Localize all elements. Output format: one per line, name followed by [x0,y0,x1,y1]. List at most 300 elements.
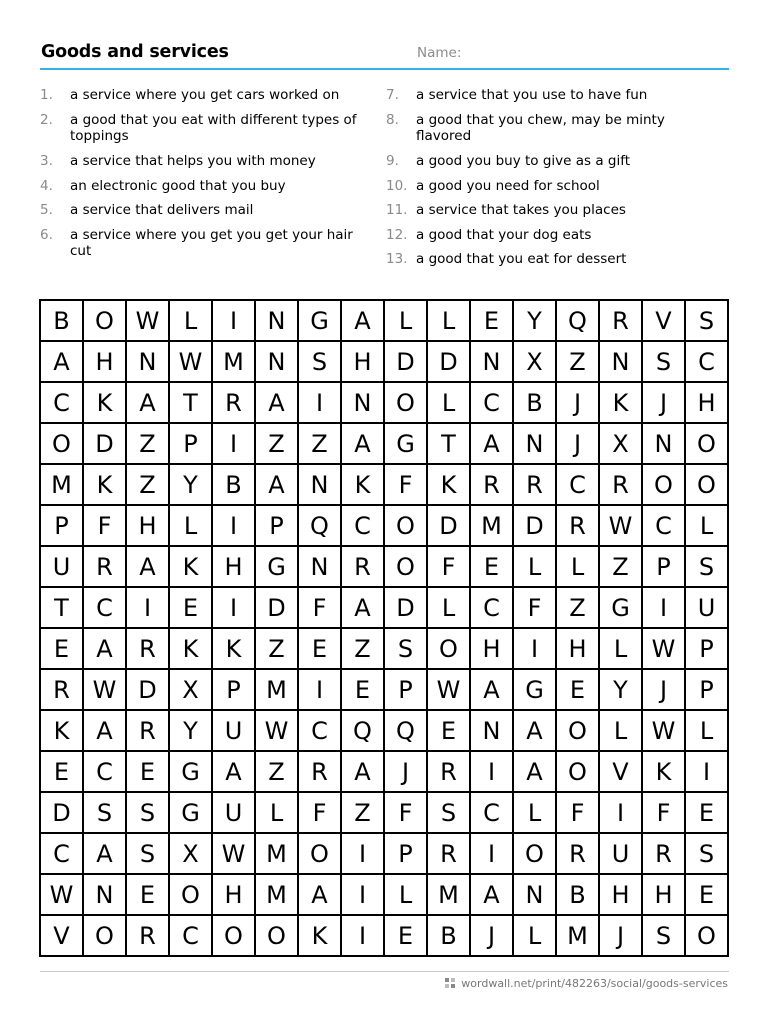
clue-item [386,227,716,243]
grid-cell: S [642,915,685,956]
grid-cell: Z [599,546,642,587]
grid-cell: Q [384,710,427,751]
clue-text: an electronic good that you buy [70,178,286,194]
grid-cell: L [427,587,470,628]
clue-item [386,202,716,218]
grid-cell: R [599,464,642,505]
grid-cell: E [427,710,470,751]
grid-cell: E [556,669,599,710]
grid-cell: C [642,505,685,546]
clue-item [40,202,360,218]
grid-row [40,669,728,710]
grid-cell: F [83,505,126,546]
clue-item [386,178,716,194]
grid-row [40,628,728,669]
clue-text: a service that helps you with money [70,153,316,169]
grid-cell: M [470,505,513,546]
grid-cell: O [255,915,298,956]
clue-item [386,112,716,144]
grid-cell: D [40,792,83,833]
grid-cell: N [599,341,642,382]
clue-text: a good that your dog eats [416,227,592,243]
grid-cell: X [513,341,556,382]
clue-text: a good you buy to give as a gift [416,153,631,169]
clue-text: a service that delivers mail [70,202,254,218]
grid-cell: P [685,628,728,669]
clue-item [386,87,716,103]
grid-cell: P [255,505,298,546]
clue-number: 13. [386,251,408,267]
grid-cell: Z [341,628,384,669]
clue-text: a good that you chew, may be minty flavored [416,112,665,144]
grid-cell: O [513,833,556,874]
clue-number: 8. [386,112,399,128]
grid-cell: K [212,628,255,669]
grid-cell: P [40,505,83,546]
grid-cell: A [341,423,384,464]
grid-cell: Y [599,669,642,710]
grid-cell: S [685,833,728,874]
grid-cell: Q [556,300,599,341]
grid-cell: O [384,382,427,423]
grid-cell: I [126,587,169,628]
grid-cell: W [169,341,212,382]
grid-cell: P [384,833,427,874]
grid-cell: Y [513,300,556,341]
grid-cell: Q [298,505,341,546]
grid-cell: E [470,546,513,587]
grid-cell: A [298,874,341,915]
grid-cell: R [298,751,341,792]
grid-cell: R [513,464,556,505]
grid-cell: T [169,382,212,423]
grid-cell: H [83,341,126,382]
clue-text: a good you need for school [416,178,600,194]
grid-cell: G [255,546,298,587]
grid-cell: F [427,546,470,587]
grid-row [40,874,728,915]
grid-cell: W [599,505,642,546]
grid-cell: E [341,669,384,710]
clue-item [40,87,360,103]
grid-cell: J [642,382,685,423]
grid-cell: Y [169,710,212,751]
grid-cell: L [384,874,427,915]
grid-cell: C [83,751,126,792]
grid-cell: D [427,505,470,546]
grid-cell: O [384,505,427,546]
grid-cell: V [642,300,685,341]
clue-number: 11. [386,202,408,218]
grid-cell: H [685,382,728,423]
grid-cell: L [169,300,212,341]
grid-cell: A [470,423,513,464]
grid-row [40,587,728,628]
grid-row [40,546,728,587]
grid-cell: R [126,710,169,751]
grid-cell: E [384,915,427,956]
clue-item [386,251,716,267]
grid-cell: F [513,587,556,628]
grid-cell: F [298,792,341,833]
grid-cell: O [40,423,83,464]
grid-cell: J [599,915,642,956]
grid-cell: T [40,587,83,628]
grid-cell: W [642,710,685,751]
grid-cell: F [298,587,341,628]
grid-row [40,341,728,382]
grid-cell: E [298,628,341,669]
grid-cell: O [685,423,728,464]
footer [445,977,728,990]
clue-number: 12. [386,227,408,243]
grid-cell: B [40,300,83,341]
grid-cell: D [83,423,126,464]
clue-number: 7. [386,87,399,103]
grid-cell: Z [255,751,298,792]
grid-cell: S [126,833,169,874]
grid-cell: A [83,710,126,751]
grid-cell: A [83,833,126,874]
grid-cell: C [83,587,126,628]
grid-cell: J [384,751,427,792]
grid-cell: O [83,915,126,956]
grid-cell: B [513,382,556,423]
grid-cell: A [341,751,384,792]
grid-cell: S [642,341,685,382]
grid-cell: V [40,915,83,956]
grid-row [40,464,728,505]
grid-cell: M [255,833,298,874]
grid-cell: E [126,874,169,915]
grid-cell: Z [341,792,384,833]
grid-cell: H [212,546,255,587]
clue-text: a good that you eat for dessert [416,251,627,267]
grid-cell: G [298,300,341,341]
clue-text: a service that takes you places [416,202,626,218]
grid-cell: B [427,915,470,956]
grid-cell: Y [169,464,212,505]
grid-cell: K [169,628,212,669]
clue-item [40,227,360,259]
word-search-grid [39,299,729,957]
grid-cell: J [556,423,599,464]
grid-cell: U [212,792,255,833]
grid-cell: S [83,792,126,833]
footer-url[interactable]: wordwall.net/print/482263/social/goods-services [461,977,728,990]
grid-cell: N [255,300,298,341]
grid-cell: P [169,423,212,464]
grid-cell: M [255,669,298,710]
grid-cell: T [427,423,470,464]
grid-cell: O [685,915,728,956]
grid-cell: E [40,751,83,792]
grid-cell: L [685,710,728,751]
grid-cell: B [212,464,255,505]
grid-cell: C [40,382,83,423]
grid-cell: C [470,792,513,833]
grid-cell: I [642,587,685,628]
grid-cell: U [212,710,255,751]
clue-text: a service that you use to have fun [416,87,648,103]
grid-cell: U [40,546,83,587]
grid-cell: P [384,669,427,710]
grid-cell: C [169,915,212,956]
grid-cell: N [470,710,513,751]
grid-cell: H [470,628,513,669]
grid-cell: R [83,546,126,587]
grid-cell: W [126,300,169,341]
grid-cell: N [470,341,513,382]
grid-cell: K [599,382,642,423]
grid-cell: C [298,710,341,751]
clue-item [386,153,716,169]
grid-cell: K [83,464,126,505]
grid-cell: R [470,464,513,505]
grid-cell: R [556,833,599,874]
grid-cell: H [126,505,169,546]
grid-cell: E [40,628,83,669]
grid-cell: G [513,669,556,710]
grid-cell: Z [255,628,298,669]
clue-text: a service where you get cars worked on [70,87,340,103]
grid-cell: O [685,464,728,505]
grid-cell: M [556,915,599,956]
grid-cell: N [341,382,384,423]
grid-cell: P [642,546,685,587]
grid-cell: N [642,423,685,464]
grid-cell: W [83,669,126,710]
grid-cell: W [40,874,83,915]
grid-cell: S [126,792,169,833]
grid-cell: X [169,833,212,874]
grid-cell: A [126,546,169,587]
grid-row [40,505,728,546]
grid-cell: K [40,710,83,751]
grid-cell: W [255,710,298,751]
grid-cell: O [427,628,470,669]
grid-cell: L [427,300,470,341]
grid-cell: F [556,792,599,833]
grid-cell: U [599,833,642,874]
grid-cell: I [513,628,556,669]
grid-cell: H [642,874,685,915]
grid-cell: F [642,792,685,833]
clue-number: 3. [40,153,53,169]
grid-cell: S [685,546,728,587]
grid-cell: J [556,382,599,423]
grid-cell: I [298,382,341,423]
grid-row [40,300,728,341]
grid-cell: C [470,382,513,423]
name-label: Name: [417,45,462,61]
page-title: Goods and services [41,42,229,62]
clue-number: 4. [40,178,53,194]
grid-cell: I [599,792,642,833]
grid-row [40,751,728,792]
grid-cell: R [126,628,169,669]
grid-cell: Q [341,710,384,751]
grid-row [40,915,728,956]
clue-item [40,153,360,169]
grid-cell: L [685,505,728,546]
clue-text: a good that you eat with different types of toppings [70,112,357,144]
grid-cell: R [599,300,642,341]
grid-cell: I [341,833,384,874]
grid-cell: L [427,382,470,423]
grid-cell: O [83,300,126,341]
grid-cell: N [298,546,341,587]
footer-divider [40,971,729,972]
wordwall-logo-icon [445,978,456,989]
grid-cell: K [341,464,384,505]
grid-row [40,833,728,874]
grid-cell: X [169,669,212,710]
grid-cell: K [298,915,341,956]
grid-cell: J [470,915,513,956]
grid-cell: H [599,874,642,915]
grid-cell: R [126,915,169,956]
grid-cell: C [556,464,599,505]
clue-item [40,112,360,144]
grid-cell: I [212,505,255,546]
grid-cell: E [685,792,728,833]
clue-number: 5. [40,202,53,218]
grid-cell: L [384,300,427,341]
grid-cell: G [384,423,427,464]
grid-cell: R [212,382,255,423]
grid-cell: A [470,669,513,710]
grid-cell: N [513,874,556,915]
grid-cell: K [642,751,685,792]
grid-cell: R [427,751,470,792]
grid-cell: S [427,792,470,833]
grid-cell: H [556,628,599,669]
grid-cell: G [169,792,212,833]
grid-cell: I [341,874,384,915]
grid-cell: N [126,341,169,382]
grid-cell: R [40,669,83,710]
grid-row [40,710,728,751]
grid-cell: Z [126,423,169,464]
grid-cell: Z [126,464,169,505]
clue-number: 6. [40,227,53,243]
grid-cell: K [169,546,212,587]
grid-cell: W [212,833,255,874]
grid-cell: L [513,546,556,587]
grid-cell: F [384,792,427,833]
grid-row [40,423,728,464]
grid-cell: Z [556,587,599,628]
grid-cell: E [126,751,169,792]
grid-cell: S [298,341,341,382]
grid-cell: D [427,341,470,382]
grid-cell: A [255,382,298,423]
grid-cell: L [255,792,298,833]
grid-cell: R [341,546,384,587]
grid-cell: I [212,423,255,464]
grid-cell: C [470,587,513,628]
grid-cell: G [169,751,212,792]
grid-cell: I [470,751,513,792]
grid-cell: S [384,628,427,669]
grid-cell: A [83,628,126,669]
grid-cell: P [685,669,728,710]
grid-cell: D [255,587,298,628]
grid-cell: G [599,587,642,628]
grid-cell: I [212,300,255,341]
grid-cell: H [212,874,255,915]
grid-cell: X [599,423,642,464]
grid-cell: O [298,833,341,874]
grid-cell: O [212,915,255,956]
grid-cell: O [556,710,599,751]
grid-cell: R [427,833,470,874]
grid-cell: A [513,710,556,751]
grid-cell: B [556,874,599,915]
grid-cell: A [126,382,169,423]
grid-cell: E [470,300,513,341]
grid-cell: I [341,915,384,956]
grid-cell: L [513,792,556,833]
grid-cell: A [470,874,513,915]
grid-cell: F [384,464,427,505]
grid-cell: A [513,751,556,792]
grid-cell: C [341,505,384,546]
clue-text: a service where you get you get your hair cut [70,227,353,259]
grid-row [40,382,728,423]
grid-cell: S [685,300,728,341]
grid-cell: L [556,546,599,587]
grid-cell: M [255,874,298,915]
grid-cell: E [685,874,728,915]
grid-cell: R [556,505,599,546]
grid-cell: I [298,669,341,710]
grid-cell: I [470,833,513,874]
grid-cell: I [685,751,728,792]
grid-cell: U [685,587,728,628]
clue-item [40,178,360,194]
grid-cell: Z [556,341,599,382]
grid-cell: O [169,874,212,915]
grid-cell: M [212,341,255,382]
grid-cell: C [40,833,83,874]
grid-cell: D [384,587,427,628]
grid-cell: D [126,669,169,710]
grid-cell: J [642,669,685,710]
grid-cell: C [685,341,728,382]
grid-cell: K [83,382,126,423]
grid-cell: L [599,628,642,669]
worksheet-header [40,40,729,70]
grid-cell: K [427,464,470,505]
grid-cell: N [513,423,556,464]
grid-cell: A [341,300,384,341]
grid-cell: M [427,874,470,915]
grid-cell: N [255,341,298,382]
grid-cell: N [298,464,341,505]
grid-cell: L [169,505,212,546]
grid-cell: W [427,669,470,710]
grid-cell: L [599,710,642,751]
grid-cell: R [642,833,685,874]
grid-cell: E [169,587,212,628]
grid-cell: M [40,464,83,505]
grid-cell: A [212,751,255,792]
grid-cell: A [255,464,298,505]
grid-cell: W [642,628,685,669]
clue-number: 1. [40,87,53,103]
